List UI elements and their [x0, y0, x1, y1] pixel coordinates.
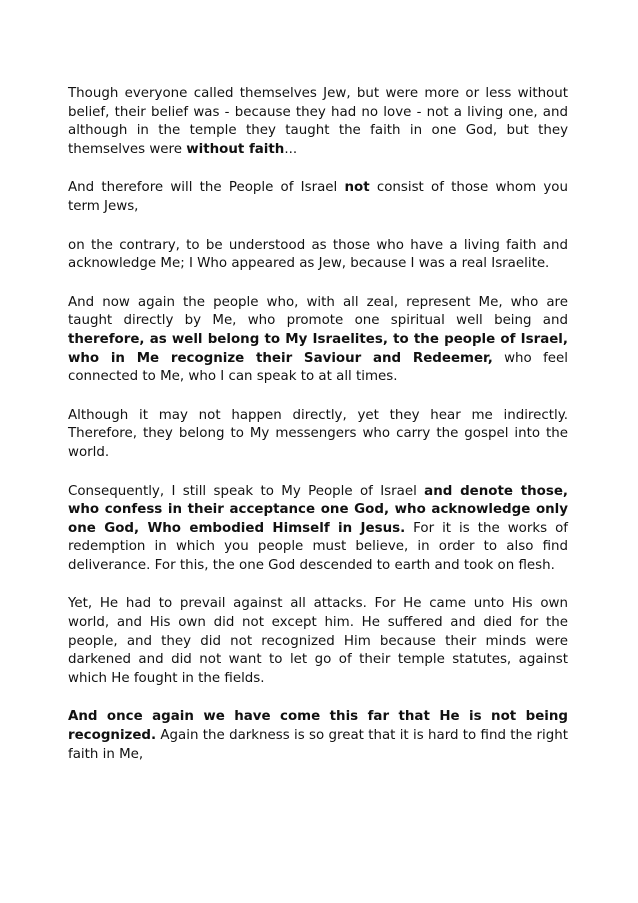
text-run: Again the darkness is so great that it is hard to find the right faith in Me,	[68, 728, 568, 762]
text-run: Though everyone called themselves Jew, but were more or less without belief, their belief was - because they had no love - not a living one, and although in the temple they taught the faith in one God, but they themselves were	[68, 86, 568, 157]
text-run: For it is the works of redemption in which you people must believe, in order to also find deliverance. For this, the one God descended to earth and took on flesh.	[68, 520, 568, 573]
text-run: on the contrary, to be understood as those who have a living faith and acknowledge Me; I Who appeared as Jew, because I was a real Israelite.	[68, 237, 568, 272]
bold-text-run: And once again we have come this far that He is not being recognized.	[68, 709, 568, 744]
text-run: Yet, He had to prevail against all attacks. For He came unto His own world, and His own did not except him. He suffered and died for the people, and they did not recognized Him because their minds were darkened and did not want to let go of their temple statutes, against which He fought in the fields.	[68, 596, 568, 686]
text-run: who feel connected to Me, who I can speak to at all times.	[68, 350, 568, 385]
bold-text-run: without faith	[186, 141, 285, 157]
text-run: Consequently, I still speak to My People of Israel	[68, 483, 425, 499]
paragraph-6	[68, 483, 568, 576]
paragraph-1	[68, 85, 568, 159]
bold-text-run: therefore, as well belong to My Israelites, to the people of Israel, who in Me recognize their Saviour and Redeemer,	[68, 331, 568, 366]
text-run: Although it may not happen directly, yet they hear me indirectly. Therefore, they belong to My messengers who carry the gospel into the world.	[68, 407, 568, 460]
paragraph-5	[68, 407, 568, 463]
document-page	[68, 85, 568, 784]
text-run: ...	[284, 141, 298, 157]
paragraph-2	[68, 179, 568, 216]
bold-text-run: and denote those, who confess in their acceptance one God, who acknowledge only one God, Who embodied Himself in Jesus.	[68, 483, 568, 536]
text-run: consist of those whom you term Jews,	[68, 180, 568, 214]
paragraph-4	[68, 294, 568, 387]
paragraph-8	[68, 708, 568, 764]
paragraph-7	[68, 595, 568, 688]
paragraph-3	[68, 237, 568, 274]
bold-text-run: not	[344, 180, 370, 196]
text-run: And therefore will the People of Israel	[68, 180, 345, 196]
text-run: And now again the people who, with all zeal, represent Me, who are taught directly by Me, who promote one spiritual well being and	[68, 294, 568, 329]
